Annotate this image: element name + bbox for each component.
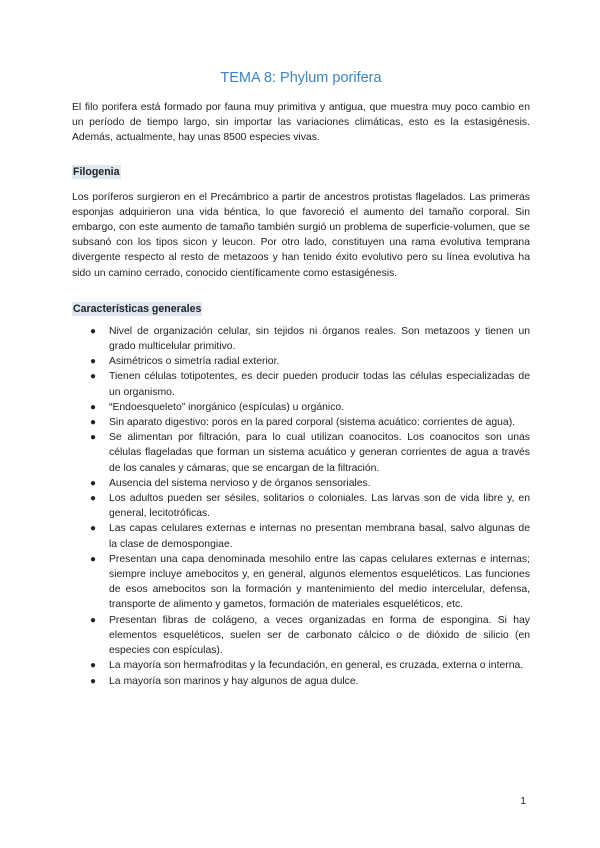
document-title: TEMA 8: Phylum porifera bbox=[220, 70, 382, 86]
list-item-text: Nivel de organización celular, sin tejidos ni órganos reales. Son metazoos y tienen un grado multicelular primitivo. bbox=[109, 325, 530, 353]
list-item bbox=[90, 658, 530, 673]
list-item-text: Tienen células totipotentes, es decir pueden producir todas las células especializadas de un organismo. bbox=[109, 371, 530, 398]
list-item-text: “Endoesqueleto” inorgánico (espículas) u orgánico. bbox=[109, 401, 345, 413]
list-item-text: Sin aparato digestivo: poros en la pared corporal (sistema acuático: corrientes de agua). bbox=[109, 417, 516, 429]
bullet-icon: ● bbox=[90, 432, 97, 444]
list-item bbox=[90, 369, 530, 399]
list-item-text: Los adultos pueden ser sésiles, solitarios o coloniales. Las larvas son de vida libre y, en general, lecitotróficas. bbox=[109, 493, 530, 520]
characteristics-list bbox=[90, 324, 530, 689]
list-item bbox=[90, 430, 530, 476]
bullet-icon: ● bbox=[90, 371, 97, 383]
bullet-icon: ● bbox=[90, 401, 97, 413]
bullet-icon: ● bbox=[90, 417, 97, 429]
list-item-text: Presentan una capa denominada mesohilo entre las capas celulares externas e internas; siempre incluye amebocitos y, en general, algunos elementos esqueléticos. Las funciones de esos amebocitos son la formación y mantenimiento del medio intercelular, defensa, transporte de alimento y gametos, formación de materiales esqueléticos, etc. bbox=[109, 553, 530, 611]
bullet-icon: ● bbox=[90, 553, 97, 565]
document-page bbox=[72, 70, 530, 689]
list-item bbox=[90, 354, 530, 369]
bullet-icon: ● bbox=[90, 493, 97, 505]
list-item bbox=[90, 674, 530, 689]
page-number: 1 bbox=[520, 796, 526, 807]
list-item bbox=[90, 476, 530, 491]
section-heading-caracteristicas: Características generales bbox=[73, 302, 202, 315]
list-item bbox=[90, 400, 530, 415]
list-item-text: Ausencia del sistema nervioso y de órganos sensoriales. bbox=[109, 477, 371, 489]
bullet-icon: ● bbox=[90, 356, 97, 368]
list-item-text: Se alimentan por filtración, para lo cual utilizan coanocitos. Los coanocitos son unas células flageladas que forman un sistema acuático y generan corrientes de agua a través de los canales y cámaras, que se encargan de la filtración. bbox=[109, 432, 530, 474]
list-item bbox=[90, 613, 530, 659]
list-item bbox=[90, 491, 530, 521]
list-item bbox=[90, 324, 530, 354]
section-heading-filogenia: Filogenia bbox=[73, 165, 120, 178]
list-item-text: La mayoría son hermafroditas y la fecundación, en general, es cruzada, externa o interna. bbox=[109, 660, 524, 672]
filogenia-paragraph: Los poríferos surgieron en el Precámbrico a partir de ancestros protistas flagelados. Las primeras esponjas adquirieron una vida béntica, lo que favoreció el aumento del tamaño corporal. Sin embargo, con este aumento de tamaño también surgió un problema de superficie-volumen, que se subsanó con los tipos sicon y leucon. Por otro lado, constituyen una rama evolutiva temprana divergente respecto al resto de metazoos y han tenido éxito evolutivo pero su línea evolutiva ha sido un camino cerrado, conocido científicamente como estasigénesis. bbox=[72, 191, 530, 279]
list-item bbox=[90, 415, 530, 430]
list-item-text: Asimétricos o simetría radial exterior. bbox=[109, 356, 280, 368]
bullet-icon: ● bbox=[90, 675, 97, 687]
list-item bbox=[90, 521, 530, 551]
bullet-icon: ● bbox=[90, 614, 97, 626]
list-item bbox=[90, 552, 530, 613]
bullet-icon: ● bbox=[90, 325, 97, 337]
intro-paragraph: El filo porifera está formado por fauna muy primitiva y antigua, que muestra muy poco cambio en un período de tiempo largo, sin importar las variaciones climáticas, esto es la estasigénesis. Además, actualmente, hay unas 8500 especies vivas. bbox=[72, 102, 530, 144]
list-item-text: La mayoría son marinos y hay algunos de agua dulce. bbox=[109, 675, 359, 687]
bullet-icon: ● bbox=[90, 523, 97, 535]
bullet-icon: ● bbox=[90, 477, 97, 489]
list-item-text: Presentan fibras de colágeno, a veces organizadas en forma de espongina. Si hay elementos esqueléticos, suelen ser de carbonato cálcico o de dióxido de silicio (en especies con espículas). bbox=[109, 614, 530, 657]
bullet-icon: ● bbox=[90, 660, 97, 672]
list-item-text: Las capas celulares externas e internas no presentan membrana basal, salvo algunas de la clase de demospongiae. bbox=[109, 523, 530, 550]
